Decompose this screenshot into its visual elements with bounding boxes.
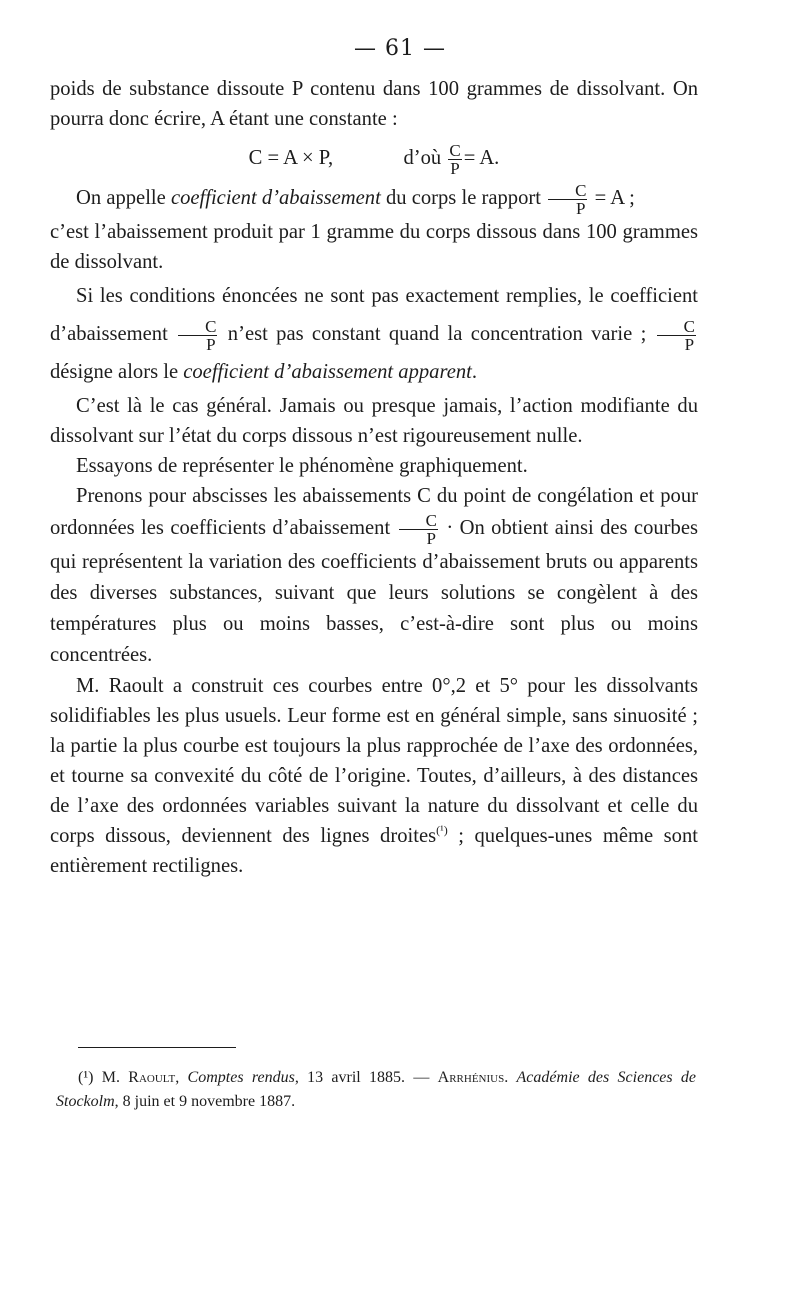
term-coefficient: coefficient d’abaissement	[170, 187, 381, 209]
paragraph-4: C’est là le cas général. Jamais ou presque jamais, l’action modifiante du dissolvant sur l’état du corps dissous n’est rigoureusement nulle.	[50, 394, 698, 447]
paragraph-5: Essayons de représenter le phénomène graphiquement.	[76, 454, 528, 477]
footnote-rule	[78, 1047, 236, 1048]
page-number: — 61 —	[354, 36, 446, 61]
footnote-work: Comptes rendus	[187, 1069, 295, 1086]
footnote-work: Académie des Sciences de Stockolm	[56, 1069, 697, 1110]
fraction: $\frac{C}{P}$	[178, 318, 217, 353]
fraction: $\frac{C}{P}$	[399, 512, 438, 547]
equation-right: = A.	[463, 147, 500, 169]
footnote: (¹) M. Raoult, Comptes rendus, 13 avril 1885. — Arrhénius. Académie des Sciences de Stockolm, 8 juin et 9 novembre 1887.	[56, 1069, 697, 1110]
fraction: $\frac{C}{P}$	[548, 182, 587, 217]
fraction: $\frac{C}{P}$	[657, 318, 696, 353]
footnote-ref: (¹)	[436, 822, 448, 837]
equation-left: C = A × P,	[248, 147, 334, 169]
footnote-author: Arrhénius	[437, 1069, 505, 1086]
term-coefficient-apparent: coefficient d’abaissement apparent	[183, 360, 472, 383]
paragraph-2: On appelle coefficient d’abaissement du corps le rapport $\frac{C}{P}$ = A ;	[76, 180, 635, 218]
paragraph-2-cont: c’est l’abaissement produit par 1 gramme du corps dissous dans 100 grammes de dissolvant.	[50, 220, 698, 273]
paragraph-6: Prenons pour abscisses les abaissements C du point de congélation et pour ordonnées les coefficients d’abaissement $\frac{C}{P}$ · On obtient ainsi des courbes qui représentent la variation des coefficients d’abaissement bruts ou apparents des diverses substances, suivant que leurs solutions se congèlent à des températures plus ou moins basses, c’est-à-dire sont plus ou moins concentrées.	[50, 484, 698, 666]
footnote-mark: (¹)	[78, 1069, 94, 1086]
fraction: $\frac{C}{P}$	[449, 140, 461, 178]
paragraph-1: poids de substance dissoute P contenu dans 100 grammes de dissolvant. On pourra donc écrire, A étant une constante :	[50, 78, 698, 130]
footnote-author: Raoult	[128, 1069, 176, 1086]
paragraph-3: Si les conditions énoncées ne sont pas exactement remplies, le coefficient d’abaissement $\frac{C}{P}$ n’est pas constant quand la concentration varie ; $\frac{C}{P}$ désigne alors le coefficient d’abaissement apparent.	[50, 284, 698, 383]
equation-middle: d’où	[403, 147, 442, 169]
paragraph-7: M. Raoult a construit ces courbes entre 0°,2 et 5° pour les dissolvants solidifiables les plus usuels. Leur forme est en général simple, sans sinuosité ; la partie la plus courbe est toujours la plus rapprochée de l’axe des ordonnées, et tourne sa convexité du côté de l’origine. Toutes, d’ailleurs, à des distances de l’axe des ordonnées variables suivant la nature du dissolvant et celle du corps dissous, deviennent des lignes droites$^{(^1)}$ ; quelques-unes même sont entièrement rectilignes.	[50, 674, 698, 877]
equation	[50, 138, 698, 178]
body-text	[50, 74, 698, 881]
